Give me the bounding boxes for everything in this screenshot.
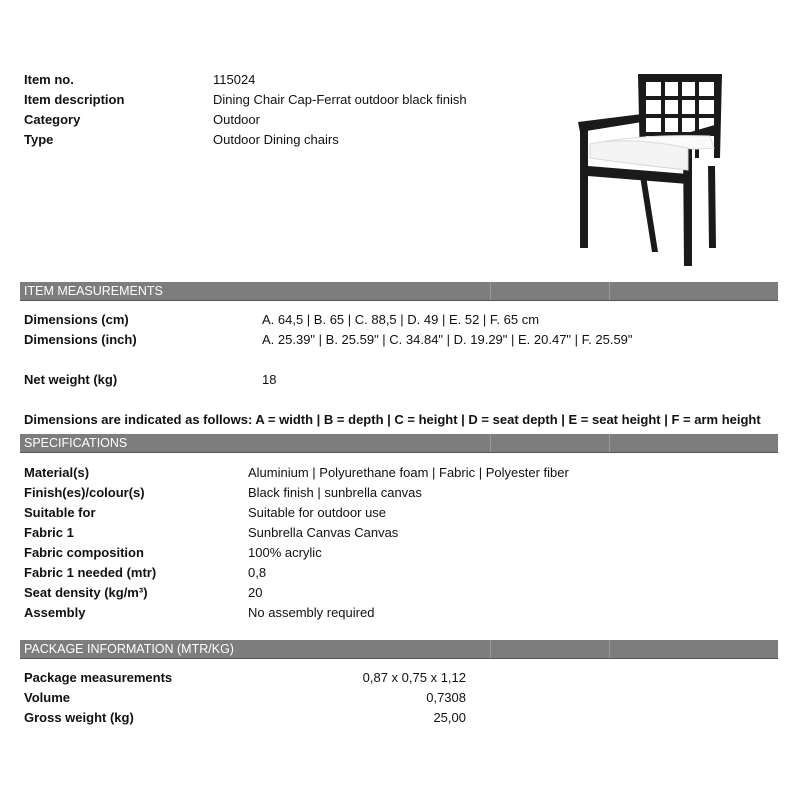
spec-label: Seat density (kg/m³) xyxy=(24,585,148,600)
specifications-header xyxy=(20,434,778,453)
package-value: 0,7308 xyxy=(426,690,466,705)
dimensions-cm-label: Dimensions (cm) xyxy=(24,312,129,327)
package-label: Volume xyxy=(24,690,70,705)
chair-frame xyxy=(578,74,722,266)
item-number-value: 115024 xyxy=(213,72,256,87)
specifications-title: SPECIFICATIONS xyxy=(24,436,128,450)
net-weight-label: Net weight (kg) xyxy=(24,372,118,387)
header-divider xyxy=(490,640,491,658)
spec-label: Fabric composition xyxy=(24,545,144,560)
package-information-header xyxy=(20,640,778,659)
item-description-value: Dining Chair Cap-Ferrat outdoor black finish xyxy=(213,92,467,107)
package-value: 0,87 x 0,75 x 1,12 xyxy=(362,670,466,685)
spec-value: Suitable for outdoor use xyxy=(248,505,387,520)
package-information-title: PACKAGE INFORMATION (MTR/KG) xyxy=(24,642,234,656)
spec-value: Aluminium | Polyurethane foam | Fabric | Polyester fiber xyxy=(248,465,569,480)
spec-label: Fabric 1 xyxy=(24,525,74,540)
dimensions-cm-value: A. 64,5 | B. 65 | C. 88,5 | D. 49 | E. 52 | F. 65 cm xyxy=(262,312,540,327)
item-number-label: Item no. xyxy=(24,72,74,87)
package-label: Gross weight (kg) xyxy=(24,710,134,725)
item-type-value: Outdoor Dining chairs xyxy=(213,132,339,147)
spec-label: Suitable for xyxy=(24,505,96,520)
item-type-label: Type xyxy=(24,132,54,147)
spec-label: Finish(es)/colour(s) xyxy=(24,485,145,500)
spec-value: 0,8 xyxy=(248,565,267,580)
item-category-label: Category xyxy=(24,112,81,127)
spec-value: 100% acrylic xyxy=(248,545,322,560)
header-divider xyxy=(609,282,610,300)
dimensions-inch-value: A. 25.39" | B. 25.59" | C. 34.84" | D. 19.29" | E. 20.47" | F. 25.59" xyxy=(262,332,633,347)
dimensions-legend: Dimensions are indicated as follows: A = width | B = depth | C = height | D = seat depth | E = seat height | F = arm height xyxy=(24,412,761,427)
spec-value: No assembly required xyxy=(248,605,375,620)
header-divider xyxy=(609,434,610,452)
chair-product-image xyxy=(570,66,740,272)
item-measurements-title: ITEM MEASUREMENTS xyxy=(24,284,163,298)
spec-label: Material(s) xyxy=(24,465,90,480)
dimensions-inch-label: Dimensions (inch) xyxy=(24,332,137,347)
header-divider xyxy=(490,434,491,452)
header-divider xyxy=(609,640,610,658)
item-description-label: Item description xyxy=(24,92,125,107)
net-weight-value: 18 xyxy=(262,372,277,387)
item-category-value: Outdoor xyxy=(213,112,260,127)
spec-label: Fabric 1 needed (mtr) xyxy=(24,565,157,580)
spec-value: Black finish | sunbrella canvas xyxy=(248,485,422,500)
package-value: 25,00 xyxy=(433,710,466,725)
spec-value: 20 xyxy=(248,585,263,600)
spec-value: Sunbrella Canvas Canvas xyxy=(248,525,399,540)
spec-label: Assembly xyxy=(24,605,86,620)
item-measurements-header xyxy=(20,282,778,301)
header-divider xyxy=(490,282,491,300)
package-label: Package measurements xyxy=(24,670,173,685)
